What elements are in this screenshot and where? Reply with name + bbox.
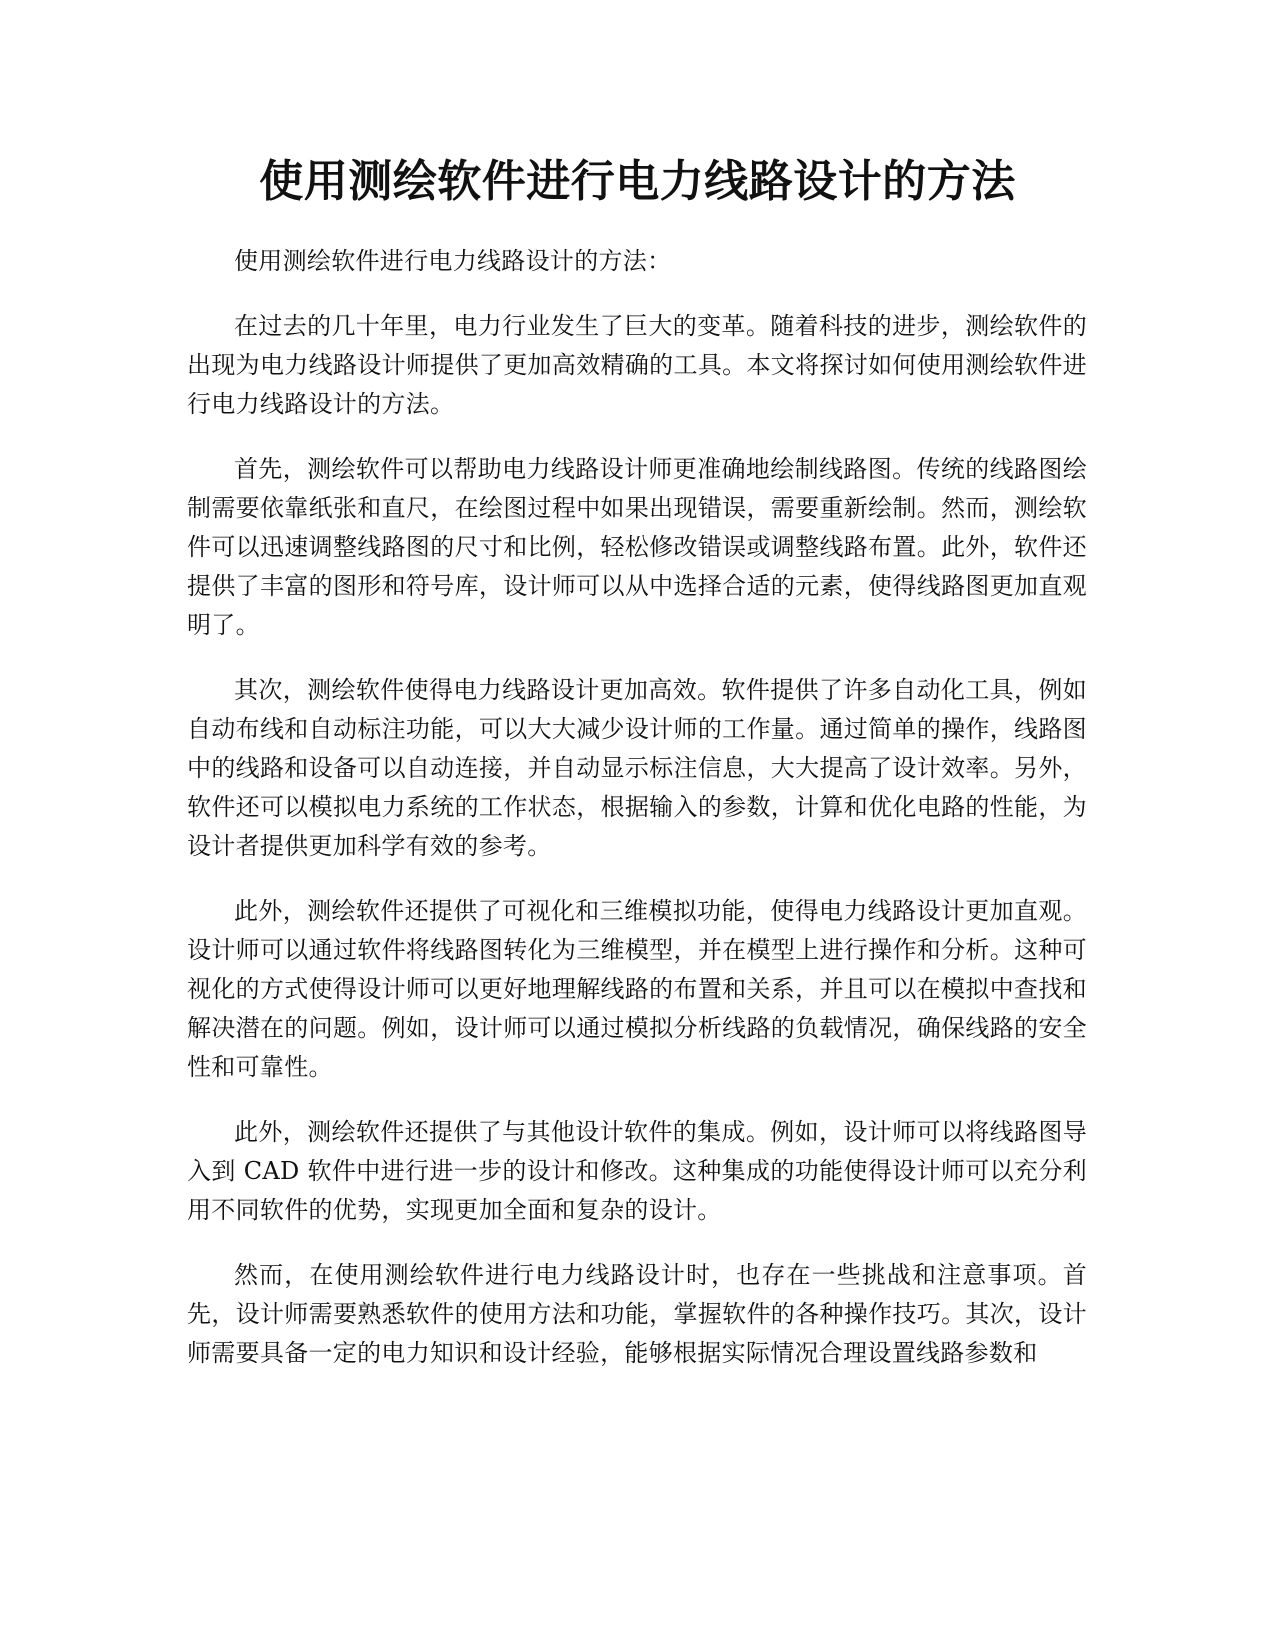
paragraph-visualization: 此外，测绘软件还提供了可视化和三维模拟功能，使得电力线路设计更加直观。设计师可以通过软件将线路图转化为三维模型，并在模型上进行操作和分析。这种可视化的方式使得设计师可以更好地理解线路的布置和关系，并且可以在模拟中查找和解决潜在的问题。例如，设计师可以通过模拟分析线路的负载情况，确保线路的安全性和可靠性。 bbox=[187, 897, 1087, 1081]
intro-paragraph: 使用测绘软件进行电力线路设计的方法： bbox=[234, 247, 672, 275]
paragraph-efficiency: 其次，测绘软件使得电力线路设计更加高效。软件提供了许多自动化工具，例如自动布线和自动标注功能，可以大大减少设计师的工作量。通过简单的操作，线路图中的线路和设备可以自动连接，并自动显示标注信息，大大提高了设计效率。另外，软件还可以模拟电力系统的工作状态，根据输入的参数，计算和优化电路的性能，为设计者提供更加科学有效的参考。 bbox=[187, 676, 1087, 860]
document-body bbox=[187, 242, 1087, 1399]
paragraph-background: 在过去的几十年里，电力行业发生了巨大的变革。随着科技的进步，测绘软件的出现为电力线路设计师提供了更加高效精确的工具。本文将探讨如何使用测绘软件进行电力线路设计的方法。 bbox=[187, 312, 1087, 418]
document-title: 使用测绘软件进行电力线路设计的方法 bbox=[259, 156, 1016, 207]
paragraph-integration: 此外，测绘软件还提供了与其他设计软件的集成。例如，设计师可以将线路图导入到 CAD 软件中进行进一步的设计和修改。这种集成的功能使得设计师可以充分利用不同软件的优势，实现更加全面和复杂的设计。 bbox=[187, 1118, 1087, 1224]
paragraph-challenges: 然而，在使用测绘软件进行电力线路设计时，也存在一些挑战和注意事项。首先，设计师需要熟悉软件的使用方法和功能，掌握软件的各种操作技巧。其次，设计师需要具备一定的电力知识和设计经验，能够根据实际情况合理设置线路参数和 bbox=[187, 1261, 1087, 1367]
paragraph-accurate-drawing: 首先，测绘软件可以帮助电力线路设计师更准确地绘制线路图。传统的线路图绘制需要依靠纸张和直尺，在绘图过程中如果出现错误，需要重新绘制。然而，测绘软件可以迅速调整线路图的尺寸和比例，轻松修改错误或调整线路布置。此外，软件还提供了丰富的图形和符号库，设计师可以从中选择合适的元素，使得线路图更加直观明了。 bbox=[187, 455, 1087, 639]
